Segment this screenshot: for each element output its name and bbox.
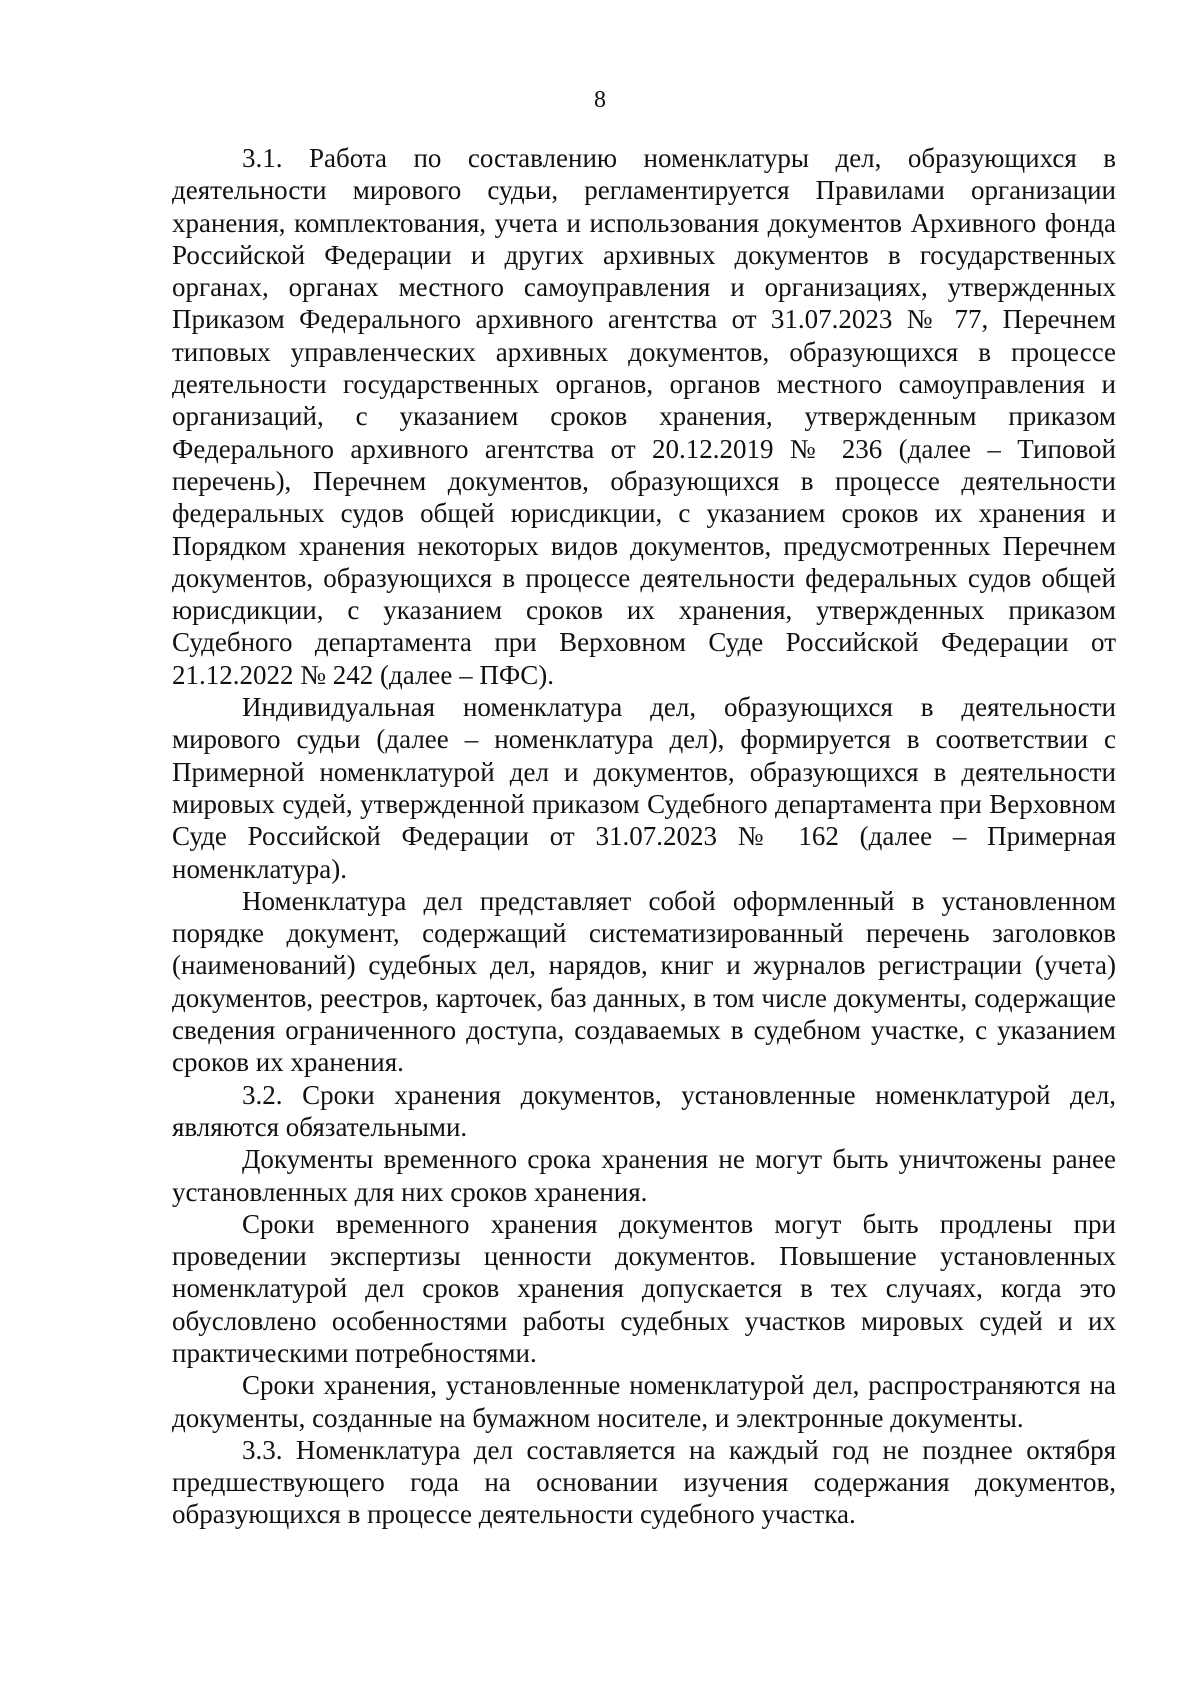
paragraph-3-3: 3.3. Номенклатура дел составляется на каждый год не позднее октября предшествующего года на основании изучения содержания документов, образующихся в процессе деятельности судебного участка. [172, 1434, 1116, 1530]
paragraph-electronic-documents: Сроки хранения, установленные номенклатурой дел, распространяются на документы, созданные на бумажном носителе, и электронные документы. [172, 1370, 1116, 1433]
paragraph-extension-of-terms: Сроки временного хранения документов могут быть продлены при проведении экспертизы ценности документов. Повышение установленных номенклатурой дел сроков хранения допускается в тех случаях, когда это обусловлено особенностями работы судебных участков мировых судей и их практическими потребностями. [172, 1208, 1116, 1368]
paragraph-temporary-documents: Документы временного срока хранения не могут быть уничтожены ранее установленных для них сроков хранения. [172, 1144, 1116, 1207]
paragraph-3-2: 3.2. Сроки хранения документов, установленные номенклатурой дел, являются обязательными. [172, 1079, 1116, 1142]
paragraph-3-1: 3.1. Работа по составлению номенклатуры дел, образующихся в деятельности мирового судьи, регламентируется Правилами организации хранения, комплектования, учета и использования документов Архивного фонда Российской Федерации и других архивных документов в государственных органах, органах местного самоуправления и организациях, утвержденных Приказом Федерального архивного агентства от 31.07.2023 № 77, Перечнем типовых управленческих архивных документов, образующихся в процессе деятельности государственных органов, органов местного самоуправления и организаций, с указанием сроков хранения, утвержденным приказом Федерального архивного агентства от 20.12.2019 № 236 (далее – Типовой перечень), Перечнем документов, образующихся в процессе деятельности федеральных судов общей юрисдикции, с указанием сроков их хранения и Порядком хранения некоторых видов документов, предусмотренных Перечнем документов, образующихся в процессе деятельности федеральных судов общей юрисдикции, с указанием сроков их хранения, утвержденных приказом Судебного департамента при Верховном Суде Российской Федерации от 21.12.2022 № 242 (далее – ПФС). [172, 143, 1116, 690]
page-number: 8 [594, 87, 606, 113]
paragraph-individual-nomenclature: Индивидуальная номенклатура дел, образующихся в деятельности мирового судьи (далее – номенклатура дел), формируется в соответствии с Примерной номенклатурой дел и документов, образующихся в деятельности мировых судей, утвержденной приказом Судебного департамента при Верховном Суде Российской Федерации от 31.07.2023 № 162 (далее – Примерная номенклатура). [172, 692, 1116, 884]
paragraph-nomenclature-definition: Номенклатура дел представляет собой оформленный в установленном порядке документ, содержащий систематизированный перечень заголовков (наименований) судебных дел, нарядов, книг и журналов регистрации (учета) документов, реестров, карточек, баз данных, в том числе документы, содержащие сведения ограниченного доступа, создаваемых в судебном участке, с указанием сроков их хранения. [172, 885, 1116, 1078]
document-body [172, 142, 1116, 1531]
